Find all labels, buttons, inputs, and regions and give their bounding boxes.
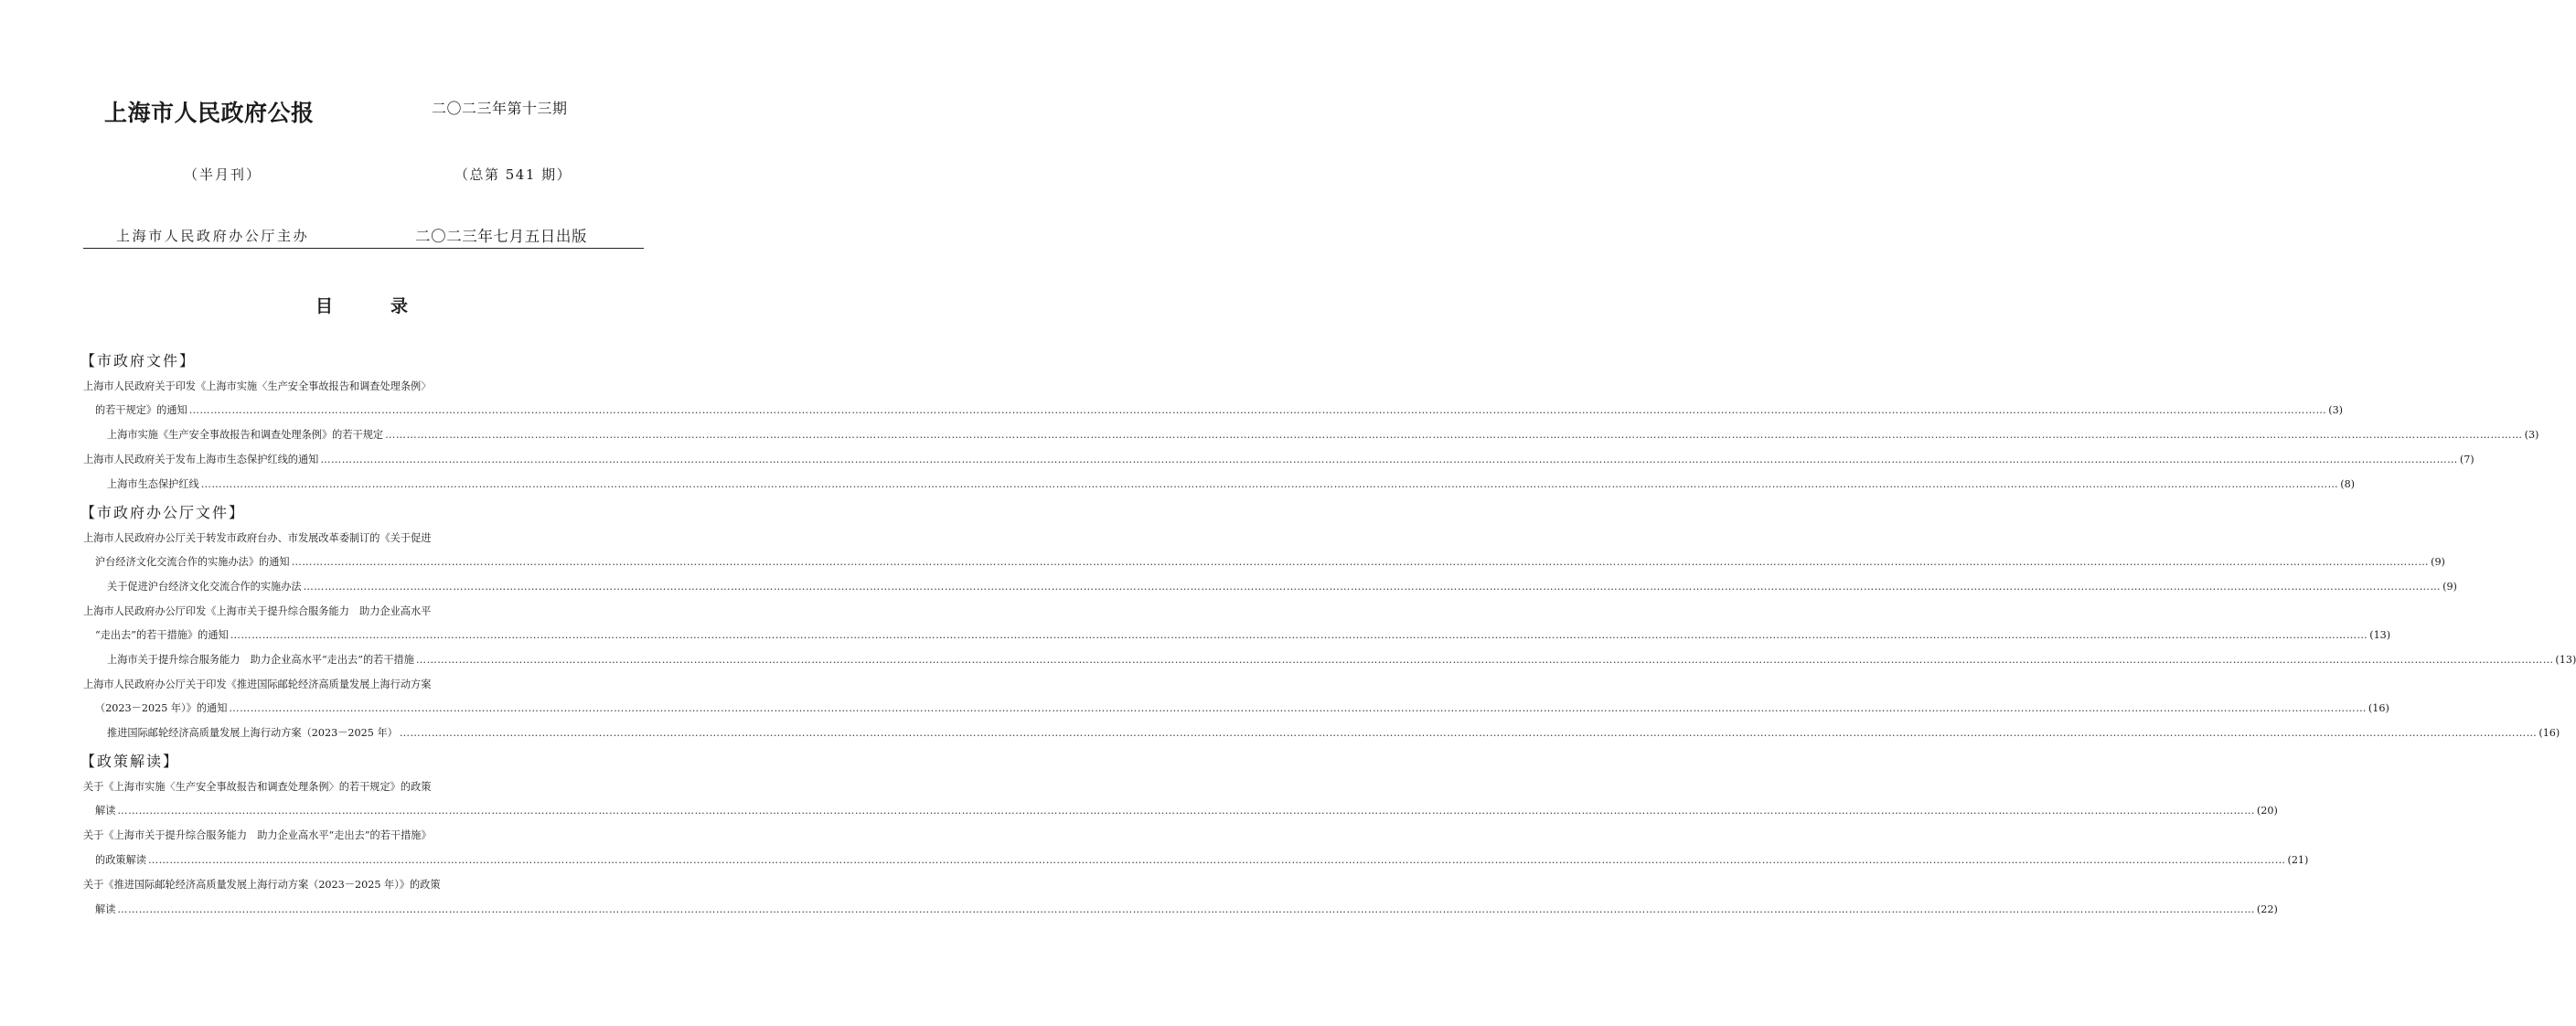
dot-leader: ……………………………………………………………………………………………………………………………………………………………………………………………………………………………………………………………………………………………………………………………………………………………………………………………………………………………………………………………………………………………………………………………………………………	[117, 805, 2255, 817]
toc-entry-title: 上海市生态保护红线	[107, 478, 199, 490]
toc-page-number: (13)	[2369, 629, 2391, 641]
toc-entry-title: 上海市人民政府办公厅印发《上海市关于提升综合服务能力 助力企业高水平	[83, 605, 432, 617]
toc-section-heading: 【市政府文件】	[80, 352, 197, 369]
toc-page-number: (22)	[2256, 903, 2278, 915]
toc-entry[interactable]	[95, 626, 2391, 645]
toc-entry[interactable]	[95, 553, 2445, 572]
toc-entry[interactable]	[83, 603, 535, 621]
toc-entry[interactable]	[83, 778, 535, 796]
toc-page-number: (9)	[2431, 556, 2445, 568]
toc-page-number: (3)	[2524, 429, 2539, 441]
toc-page-number: (20)	[2256, 805, 2278, 817]
toc-entry[interactable]	[95, 901, 2278, 919]
toc-entry[interactable]	[95, 700, 2389, 718]
toc-entry-title: 上海市人民政府关于发布上海市生态保护红线的通知	[83, 454, 319, 465]
toc-entry-title: 解读	[95, 805, 116, 817]
dot-leader: ……………………………………………………………………………………………………………………………………………………………………………………………………………………………………………………………………………………………………………………………………………………………………………………………………………………………………………………………………………………………………………………………………………………	[291, 556, 2430, 568]
toc-entry-title: 上海市人民政府关于印发《上海市实施〈生产安全事故报告和调查处理条例〉	[83, 380, 432, 392]
toc-entry[interactable]	[83, 676, 535, 694]
toc-entry-title: 上海市人民政府办公厅关于转发市政府台办、市发展改革委制订的《关于促进	[83, 532, 432, 544]
toc-entry[interactable]	[95, 401, 2344, 420]
toc-entry-title: 关于促进沪台经济文化交流合作的实施办法	[107, 581, 302, 593]
issue-number: 二〇二三年第十三期	[432, 100, 568, 117]
toc-entry-title: 的政策解读	[95, 854, 146, 866]
toc-entry-title: 解读	[95, 903, 116, 915]
dot-leader: ……………………………………………………………………………………………………………………………………………………………………………………………………………………………………………………………………………………………………………………………………………………………………………………………………………………………………………………………………………………………………………………………………………………	[147, 854, 2286, 866]
dot-leader: ……………………………………………………………………………………………………………………………………………………………………………………………………………………………………………………………………………………………………………………………………………………………………………………………………………………………………………………………………………………………………………………………………………………	[320, 454, 2458, 465]
toc-entry[interactable]	[95, 851, 2309, 870]
toc-entry[interactable]	[83, 451, 2474, 469]
dot-leader: ……………………………………………………………………………………………………………………………………………………………………………………………………………………………………………………………………………………………………………………………………………………………………………………………………………………………………………………………………………………………………………………………………………………	[399, 727, 2538, 739]
dot-leader: ……………………………………………………………………………………………………………………………………………………………………………………………………………………………………………………………………………………………………………………………………………………………………………………………………………………………………………………………………………………………………………………………………………………	[200, 478, 2339, 490]
toc-entry[interactable]	[83, 378, 535, 396]
toc-entry-title: “走出去”的若干措施》的通知	[95, 629, 229, 641]
toc-entry-title: 上海市实施《生产安全事故报告和调查处理条例》的若干规定	[107, 429, 384, 441]
toc-entry-title: 沪台经济文化交流合作的实施办法》的通知	[95, 556, 290, 568]
toc-entry[interactable]	[107, 651, 2576, 669]
toc-entry[interactable]	[107, 476, 2356, 494]
dot-leader: ……………………………………………………………………………………………………………………………………………………………………………………………………………………………………………………………………………………………………………………………………………………………………………………………………………………………………………………………………………………………………………………………………………………	[229, 702, 2367, 714]
dot-leader: ……………………………………………………………………………………………………………………………………………………………………………………………………………………………………………………………………………………………………………………………………………………………………………………………………………………………………………………………………………………………………………………………………………………	[188, 404, 2327, 416]
toc-page-number: (7)	[2459, 454, 2474, 465]
toc-page-number: (8)	[2340, 478, 2356, 490]
toc-page-number: (16)	[2368, 702, 2389, 714]
toc-entry[interactable]	[83, 529, 535, 548]
dot-leader: ……………………………………………………………………………………………………………………………………………………………………………………………………………………………………………………………………………………………………………………………………………………………………………………………………………………………………………………………………………………………………………………………………………………	[303, 581, 2442, 593]
dot-leader: ……………………………………………………………………………………………………………………………………………………………………………………………………………………………………………………………………………………………………………………………………………………………………………………………………………………………………………………………………………………………………………………………………………………	[230, 629, 2368, 641]
toc-entry-title: 关于《上海市关于提升综合服务能力 助力企业高水平“走出去”的若干措施》	[83, 829, 432, 841]
dot-leader: ……………………………………………………………………………………………………………………………………………………………………………………………………………………………………………………………………………………………………………………………………………………………………………………………………………………………………………………………………………………………………………………………………………………	[117, 903, 2255, 915]
toc-section-heading: 【市政府办公厅文件】	[80, 504, 246, 521]
bulletin-title: 上海市人民政府公报	[104, 100, 315, 126]
toc-page-number: (16)	[2539, 727, 2560, 739]
toc-page-number: (9)	[2442, 581, 2457, 593]
toc-entry[interactable]	[107, 724, 2560, 743]
toc-entry[interactable]	[107, 578, 2457, 596]
total-issue-number: （总第 541 期）	[454, 166, 572, 183]
toc-entry-title: 的若干规定》的通知	[95, 404, 187, 416]
toc-entry-title: 关于《上海市实施〈生产安全事故报告和调查处理条例〉的若干规定》的政策	[83, 781, 432, 793]
toc-entry-title: 关于《推进国际邮轮经济高质量发展上海行动方案（2023－2025 年）》的政策	[83, 879, 441, 891]
toc-entry-title: 推进国际邮轮经济高质量发展上海行动方案（2023－2025 年）	[107, 727, 398, 739]
toc-section-heading: 【政策解读】	[80, 753, 180, 770]
dot-leader: ……………………………………………………………………………………………………………………………………………………………………………………………………………………………………………………………………………………………………………………………………………………………………………………………………………………………………………………………………………………………………………………………………………………	[385, 429, 2523, 441]
sponsor-line: 上海市人民政府办公厅主办	[116, 228, 310, 244]
publication-frequency: （半月刊）	[184, 166, 262, 183]
toc-entry-title: 上海市人民政府办公厅关于印发《推进国际邮轮经济高质量发展上海行动方案	[83, 679, 432, 690]
publication-date: 二〇二三年七月五日出版	[415, 228, 588, 245]
toc-entry-title: （2023－2025 年）》的通知	[95, 702, 228, 714]
toc-entry[interactable]	[95, 802, 2278, 820]
toc-entry[interactable]	[83, 827, 535, 845]
toc-title: 目录	[315, 296, 466, 316]
toc-page-number: (21)	[2287, 854, 2309, 866]
toc-page-number: (3)	[2328, 404, 2344, 416]
toc-entry-title: 上海市关于提升综合服务能力 助力企业高水平“走出去”的若干措施	[107, 654, 414, 666]
dot-leader: ……………………………………………………………………………………………………………………………………………………………………………………………………………………………………………………………………………………………………………………………………………………………………………………………………………………………………………………………………………………………………………………………………………………	[415, 654, 2554, 666]
toc-entry[interactable]	[107, 426, 2539, 444]
toc-page-number: (13)	[2555, 654, 2576, 666]
toc-entry[interactable]	[83, 876, 535, 894]
